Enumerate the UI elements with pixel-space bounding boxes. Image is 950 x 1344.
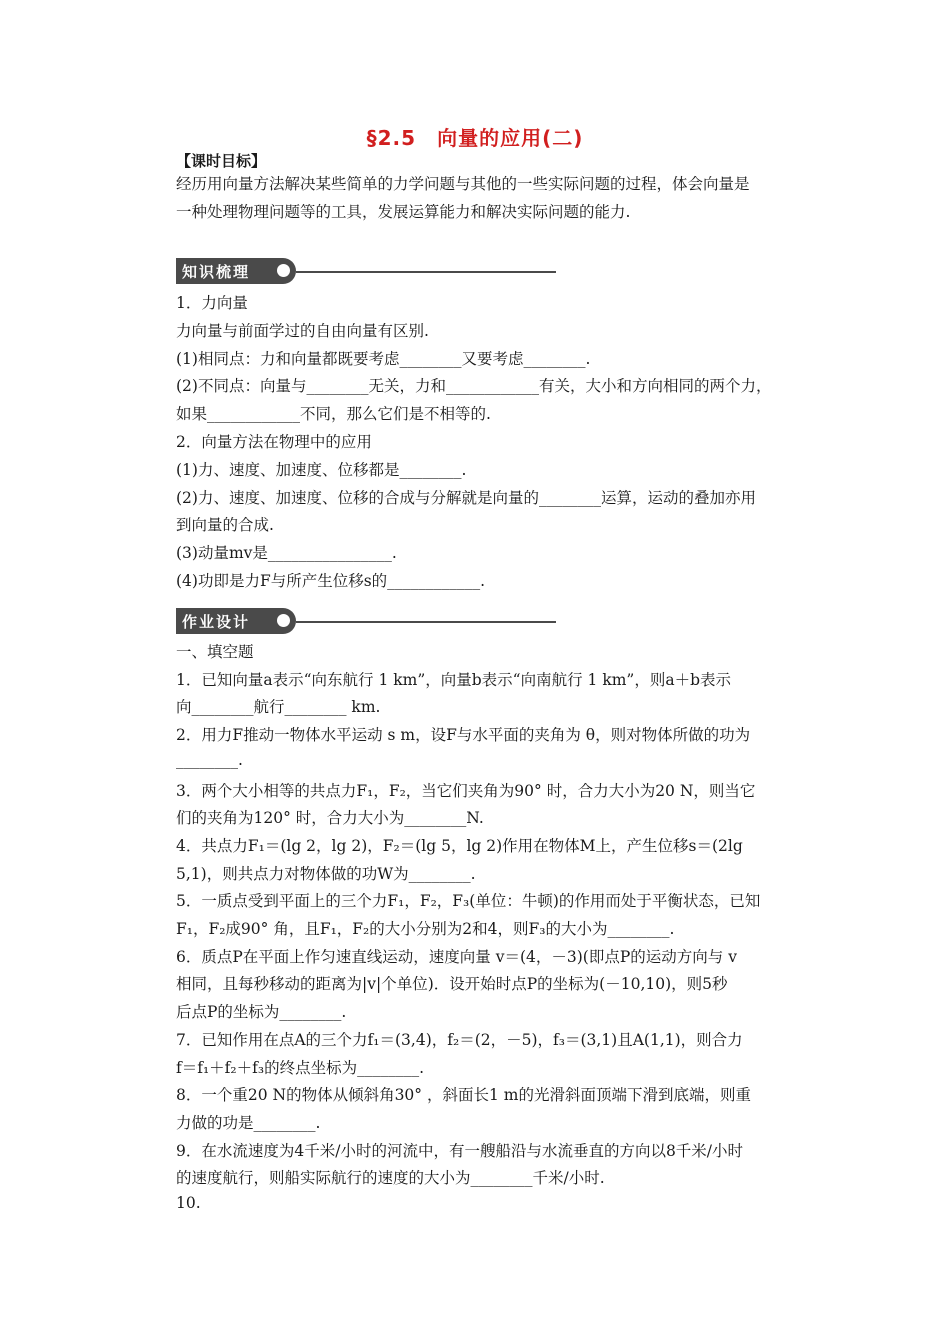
text-line: 8．一个重20 N的物体从倾斜角30° ，斜面长1 m的光滑斜面顶端下滑到底端，则重 [176,1086,751,1105]
text-line: 的速度航行，则船实际航行的速度的大小为________千米/小时. [176,1169,605,1188]
goal-text-1: 经历用向量方法解决某些简单的力学问题与其他的一些实际问题的过程，体会向量是 [176,175,750,193]
bullet-icon [277,614,290,627]
text-line: 向________航行________ km. [176,698,381,717]
text-line: 们的夹角为120° 时，合力大小为________N. [176,809,484,828]
text-line: f＝f₁＋f₂＋f₃的终点坐标为________. [176,1058,425,1077]
text-line: 10. [176,1194,201,1212]
text-line: 2．向量方法在物理中的应用 [176,433,372,451]
text-line: 5,1)，则共点力对物体做的功W为________. [176,864,476,883]
banner-label: 作业设计 [182,613,251,631]
text-line: 力做的功是________. [176,1113,321,1132]
text-line: 4．共点力F₁＝(lg 2，lg 2)，F₂＝(lg 5，lg 2)作用在物体M上，产生位移s＝(2lg [176,836,743,855]
text-line: 1．力向量 [176,294,248,312]
goal-text-2: 一种处理物理问题等的工具，发展运算能力和解决实际问题的能力. [176,203,631,221]
page-title: §2.5 向量的应用(二) [366,126,584,150]
text-line: 力向量与前面学过的自由向量有区别. [176,321,429,340]
text-line: 7．已知作用在点A的三个力f₁＝(3,4)，f₂＝(2，－5)，f₃＝(3,1)且A(1,1)，则合力 [176,1030,743,1049]
banner-rule [296,271,556,273]
text-line: ________. [176,750,243,769]
banner-tag [176,258,296,284]
goal-label: 【课时目标】 [176,152,267,170]
text-line: F₁，F₂成90° 角，且F₁，F₂的大小分别为2和4，则F₃的大小为________. [176,920,675,938]
text-line: (4)功即是力F与所产生位移s的____________. [176,572,486,590]
section-banner-homework [176,608,556,634]
banner-rule [296,621,556,623]
section-banner-knowledge [176,258,556,284]
text-line: 2．用力F推动一物体水平运动 s m，设F与水平面的夹角为 θ，则对物体所做的功为 [176,726,751,745]
text-line: (2)不同点：向量与________无关，力和____________有关，大小和方向相同的两个力， [176,377,772,396]
text-line: 相同，且每秒移动的距离为|v|个单位)．设开始时点P的坐标为(－10,10)，则5秒 [176,975,728,994]
text-line: (1)相同点：力和向量都既要考虑________又要考虑________. [176,349,591,368]
text-line: 后点P的坐标为________. [176,1003,347,1022]
text-line: 6．质点P在平面上作匀速直线运动，速度向量 v＝(4，－3)(即点P的运动方向与 v [176,947,737,966]
text-line: 9．在水流速度为4千米/小时的河流中，有一艘船沿与水流垂直的方向以8千米/小时 [176,1141,744,1160]
bullet-icon [277,264,290,277]
text-line: 1．已知向量a表示“向东航行 1 km”，向量b表示“向南航行 1 km”，则a＋b表示 [176,670,731,689]
banner-tag [176,608,296,634]
text-line: 到向量的合成. [176,516,274,535]
text-line: (2)力、速度、加速度、位移的合成与分解就是向量的________运算，运动的叠加亦用 [176,488,756,507]
text-line: (3)动量mv是________________. [176,544,397,563]
text-line: 5．一质点受到平面上的三个力F₁，F₂，F₃(单位：牛顿)的作用而处于平衡状态，已知 [176,892,761,911]
text-line: 一、填空题 [176,643,254,661]
text-line: (1)力、速度、加速度、位移都是________. [176,460,467,479]
text-line: 3．两个大小相等的共点力F₁，F₂，当它们夹角为90° 时，合力大小为20 N，则当它 [176,781,756,800]
banner-label: 知识梳理 [182,263,251,281]
text-line: 如果____________不同，那么它们是不相等的. [176,405,491,424]
